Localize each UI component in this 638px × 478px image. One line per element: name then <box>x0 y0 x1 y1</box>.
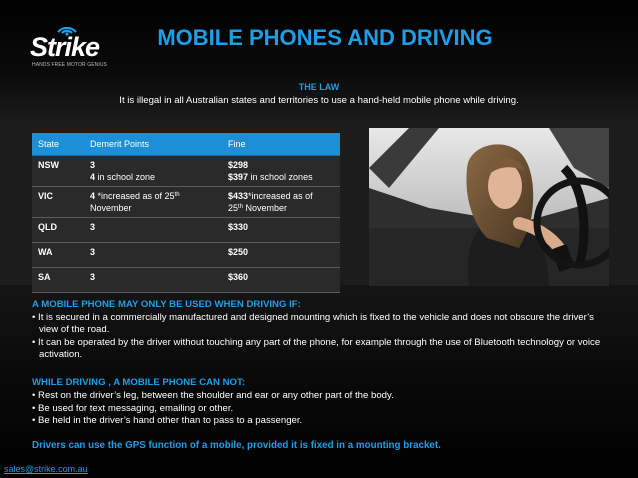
list-item: • Be held in the driver’s hand other than to pass to a passenger. <box>32 415 602 427</box>
fine-note-value: $397 <box>228 172 249 182</box>
driver-photo <box>369 128 609 286</box>
woman-texting-while-driving-image <box>369 128 609 286</box>
points-note-text: in school zone <box>95 172 156 182</box>
state-cell: WA <box>32 243 84 268</box>
table-row <box>32 187 340 218</box>
law-heading: THE LAW <box>298 82 340 92</box>
list-item: • Rest on the driver’s leg, between the shoulder and ear or any other part of the body. <box>32 390 602 402</box>
demerit-fines-table <box>32 133 340 293</box>
state-cell: SA <box>32 268 84 293</box>
fine-cell: $250 <box>222 243 340 268</box>
state-cell: NSW <box>32 156 84 187</box>
law-text: It is illegal in all Australian states and territories to use a hand-held mobile phone while driving. <box>119 95 519 106</box>
may-use-list <box>32 312 602 361</box>
can-not-list <box>32 390 602 428</box>
fine-cell <box>222 156 340 187</box>
list-item: • It can be operated by the driver without touching any part of the phone, for example through the use of Bluetooth technology or voice activation. <box>32 337 602 361</box>
header-demerit-points: Demerit Points <box>84 133 222 156</box>
fine-value: $433 <box>228 191 249 201</box>
ordinal-suffix: th <box>174 192 180 198</box>
fine-note-text: *increased as of <box>248 191 313 201</box>
may-use-heading: A MOBILE PHONE MAY ONLY BE USED WHEN DRIVING IF: <box>32 299 301 310</box>
strike-logo <box>30 18 106 70</box>
ordinal-suffix: th <box>238 204 244 210</box>
points-cell: 3 <box>84 243 222 268</box>
fine-cell: $360 <box>222 268 340 293</box>
fine-value: $298 <box>228 160 249 170</box>
points-note-line2: November <box>90 203 132 213</box>
fine-cell <box>222 187 340 218</box>
points-cell <box>84 156 222 187</box>
table-row <box>32 243 340 268</box>
table-header-row <box>32 133 340 156</box>
logo-tagline: HANDS FREE MOTOR GENIUS <box>32 62 107 68</box>
state-cell: QLD <box>32 218 84 243</box>
points-note-text: *increased as of 25 <box>95 191 175 201</box>
points-note-value: 4 <box>90 172 96 182</box>
points-cell: 3 <box>84 268 222 293</box>
list-item: • Be used for text messaging, emailing or other. <box>32 403 602 415</box>
points-cell <box>84 187 222 218</box>
fine-note-text: in school zones <box>248 172 313 182</box>
closing-note: Drivers can use the GPS function of a mobile, provided it is fixed in a mounting bracket. <box>32 440 441 451</box>
table-row <box>32 156 340 187</box>
page-title: MOBILE PHONES AND DRIVING <box>157 25 493 50</box>
fine-cell: $330 <box>222 218 340 243</box>
table-row <box>32 268 340 293</box>
points-cell: 3 <box>84 218 222 243</box>
email-link[interactable]: sales@strike.com.au <box>4 464 88 474</box>
points-value: 3 <box>90 160 96 170</box>
header-fine: Fine <box>222 133 340 156</box>
fine-note-day: 25 <box>228 203 239 213</box>
header-state: State <box>32 133 84 156</box>
can-not-heading: WHILE DRIVING , A MOBILE PHONE CAN NOT: <box>32 377 246 388</box>
points-value: 4 <box>90 191 96 201</box>
state-cell: VIC <box>32 187 84 218</box>
table-row <box>32 218 340 243</box>
fine-note-month: November <box>243 203 288 213</box>
logo-wordmark: Strike <box>30 32 100 62</box>
list-item: • It is secured in a commercially manufactured and designed mounting which is fixed to the vehicle and does not obscure the driver’s view of the road. <box>32 312 602 336</box>
